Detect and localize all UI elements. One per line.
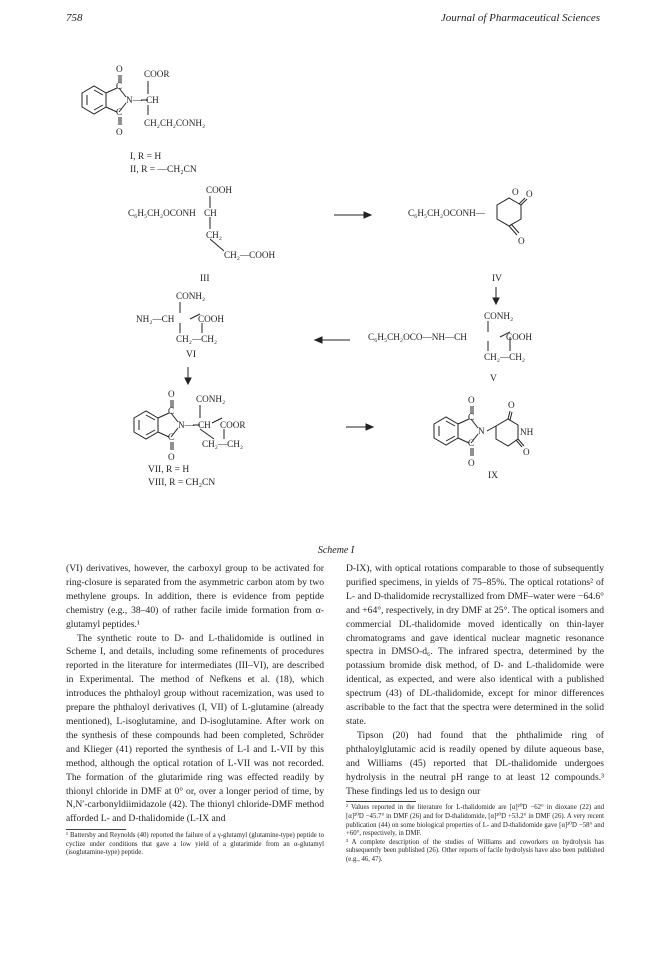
compound-label-vi: VI [186, 350, 197, 360]
ring-oxygen-label: O [512, 187, 519, 197]
oxo-label: O [168, 452, 175, 462]
paragraph: D-IX), with optical rotations comparable to those of subsequently purified specimens, in yields of 75–85%. The optical rotations² of L- and D-thalidomide recrystallized from DMF–water were −64.6° and +64°, respectively, in dry DMF at 25°. The optical isomers and commercial DL-thalidomide moved identically on thin-layer chromatograms and gave identical nuclear magnetic resonance spectra in DMSO-d₆. The infrared spectra, determined by the potassium bromide disk method, of D- and L-thalidomide were identical, as expected, and were also identical with a published spectrum (43) of DL-thalidomide, except for minor differences ascribable to the fact that the spectra were determined in the solid state. [346, 563, 604, 727]
compound-label-iv: IV [492, 274, 503, 284]
cbz-nh-ch-label: C₆H₅CH₂OCO—NH—CH [368, 332, 467, 342]
compound-label-viii: VIII, R = CH₂CN [148, 478, 216, 488]
cbz-amide-label: C₆H₅CH₂OCONH [128, 208, 196, 218]
compound-label-ii: II, R = —CH₂CN [130, 165, 197, 175]
oxo-label: O [508, 400, 515, 410]
oxo-label: O [116, 127, 123, 137]
page-number: 758 [66, 12, 83, 24]
imide-n-label: N [478, 426, 485, 436]
footnote-block [346, 804, 604, 864]
paragraph: Tipson (20) had found that the phthalimide ring of phthaloylglutamic acid is readily opened by dilute aqueous base, and Williams (45) reported that DL-thalidomide undergoes hydrolysis in the neutral pH range to at least 12 compounds.³ These findings led us to design our [346, 729, 604, 797]
paragraph: The synthetic route to D- and L-thalidomide is outlined in Scheme I, and details, including some refinements of procedures reported in the literature for intermediates (III–VI), are described in Experimental. The method of Nefkens et al. (18), which introduces the phthaloyl group without racemization, was used to prepare the phthaloyl derivatives (I, VII) of L-glutamine (already mentioned), L-isoglutamine, and D-isoglutamine. After work on the synthesis of these compounds had been completed, Schröder and Klieger (41) reported the synthesis of L-I and L-VII by this method, although the optical rotation of L-VII was not recorded. The formation of the glutarimide ring was effected readily by thionyl chloride in DMF at 0° or, over a longer period of time, by N,N′-carbonyldiimidazole (42). The thionyl chloride-DMF method afforded L- and D-thalidomide (L-IX and [66, 632, 324, 825]
carboxyl-label: COOH [506, 332, 533, 342]
ring-methylenes-label: CH₂—CH₂ [202, 439, 244, 449]
footnote-block [66, 832, 324, 858]
methylene-label: CH₂ [206, 230, 222, 240]
amide-label: CONH₂ [176, 291, 206, 301]
oxo-label: O [468, 395, 475, 405]
amide-label: CONH₂ [484, 311, 514, 321]
oxo-label: O [168, 389, 175, 399]
imide-n-label: N— [178, 420, 194, 430]
acid-side-chain-label: CH₂—COOH [224, 250, 276, 260]
left-column [66, 562, 324, 858]
alpha-ch-label: CH [146, 95, 159, 105]
carbonyl-c-label: C [116, 81, 123, 91]
amino-ch-label: NH₂—CH [136, 314, 175, 324]
ring-methylenes-label: CH₂—CH₂ [484, 352, 526, 362]
page-header [66, 12, 600, 30]
scheme-caption: Scheme I [317, 545, 355, 556]
ester-label: COOR [144, 69, 170, 79]
imide-n-label: N— [126, 95, 142, 105]
cbz-amide-label: C₆H₅CH₂OCONH— [408, 208, 485, 218]
alpha-ch-label: CH [198, 420, 211, 430]
reaction-scheme [60, 55, 620, 543]
paragraph: (VI) derivatives, however, the carboxyl group to be activated for ring-closure is separated from the asymmetric carbon atom by two methylene groups. In addition, there is evidence from peptide chemistry (e.g., 38–40) of rather facile imide formation from α-glutamyl peptides.¹ [66, 563, 324, 630]
compound-label-v: V [490, 374, 497, 384]
alpha-ch-label: CH [204, 208, 217, 218]
footnote-divider [66, 829, 126, 830]
oxo-label: O [468, 458, 475, 468]
carbonyl-c-label: C [468, 438, 475, 448]
ring-methylenes-label: CH₂—CH₂ [176, 334, 218, 344]
side-chain-label: CH₂CH₂CONH₂ [144, 118, 206, 128]
carboxyl-label: COOH [206, 185, 233, 195]
amide-label: CONH₂ [196, 394, 226, 404]
footnote-divider [346, 801, 416, 802]
carbonyl-c-label: C [168, 406, 175, 416]
footnote-2: ² Values reported in the literature for L-thalidomide are [α]²⁰D −62° in dioxane (22) and [α]²⁰D −45.7° in DMF (26) and for D-thalidomide, [α]²⁰D +53.2° in DMF (26). A very recent publication (44) on some biological properties of L- and D-thalidomide gave [α]²⁰D −58° and +60°, respectively, in DMF. [346, 804, 604, 838]
carbonyl-c-label: C [116, 107, 123, 117]
oxo-label: O [518, 236, 525, 246]
carbonyl-c-label: C [168, 432, 175, 442]
glutarimide-nh-label: NH [520, 427, 534, 437]
compound-label-i: I, R = H [130, 152, 162, 162]
compound-label-ix: IX [488, 471, 499, 481]
carbonyl-c-label: C [468, 412, 475, 422]
carboxyl-label: COOH [198, 314, 225, 324]
compound-label-vii: VII, R = H [148, 465, 190, 475]
footnote-1: ¹ Battersby and Reynolds (40) reported the failure of a γ-glutamyl (glutamine-type) peptide to cyclize under conditions that gave a low yield of a glutarimide from an α-glutamyl (isoglutamine-type) peptide. [66, 832, 324, 857]
compound-label-iii: III [200, 274, 210, 284]
journal-title: Journal of Pharmaceutical Sciences [440, 12, 600, 24]
footnote-3: ³ A complete description of the studies of Williams and coworkers on hydrolysis has subsequently been published (26). Other reports of facile hydrolysis have also been published (e.g., 46, 47). [346, 838, 604, 863]
oxo-label: O [116, 64, 123, 74]
right-column [346, 562, 604, 865]
ester-label: COOR [220, 420, 246, 430]
oxo-label: O [523, 447, 530, 457]
oxo-label: O [526, 189, 533, 199]
